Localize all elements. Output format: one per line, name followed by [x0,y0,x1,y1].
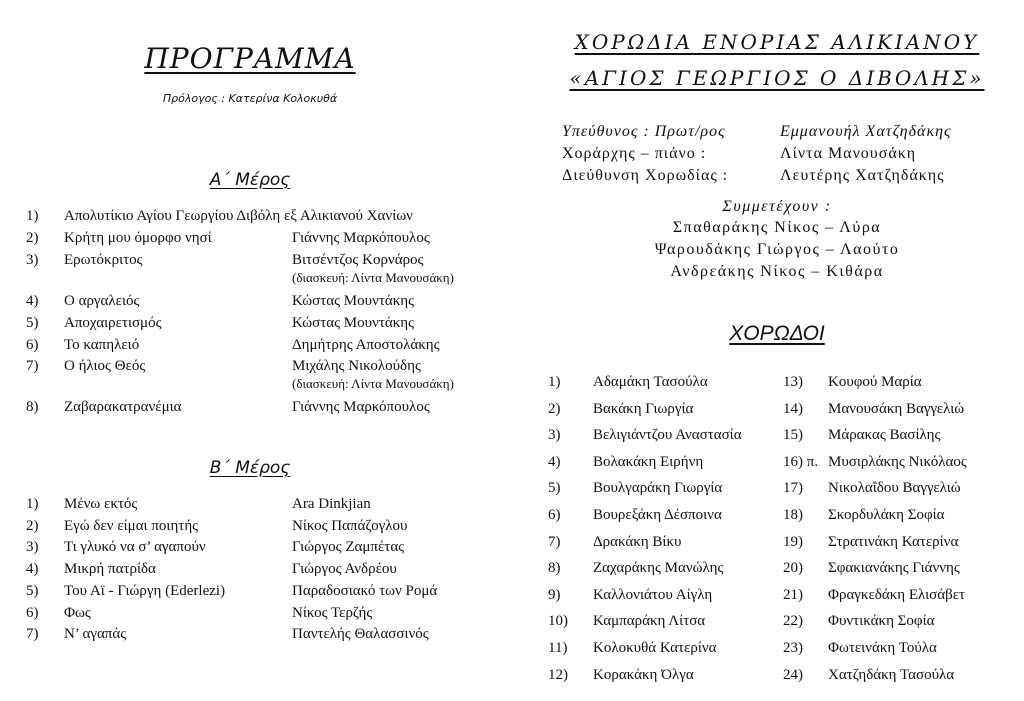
staff-name: Λευτέρης Χατζηδάκης [780,167,945,184]
member-name: Κουφού Μαρία [828,374,922,390]
member-name: Φυντικάκη Σοφία [828,613,935,630]
member-name: Νικολαΐδου Βαγγελιώ [828,480,961,497]
member-name: Καλλονιάτου Αίγλη [593,586,713,603]
song-title: Ζαβαρακατρανέμια [64,399,182,415]
choir-title-line2: «ΑΓΙΟΣ ΓΕΩΡΓΙΟΣ Ο ΔΙΒΟΛΗΣ» [569,66,985,90]
song-title: Ερωτόκριτος [64,252,143,268]
item-number: 7) [26,626,39,643]
member-number: 7) [548,533,561,550]
composer: Παντελής Θαλασσινός [292,626,429,643]
composer: Γιάννης Μαρκόπουλος [292,399,430,415]
composer: Νίκος Παπάζογλου [292,517,408,534]
member-name: Σφακιανάκης Γιάννης [828,560,960,577]
song-title: Εγώ δεν είμαι ποιητής [64,517,199,534]
item-number: 6) [26,604,39,621]
composer: Ara Dinkjian [292,496,371,512]
member-name: Βουλγαράκη Γιωργία [593,480,723,497]
member-number: 17) [783,480,803,497]
item-number: 1) [26,208,39,224]
item-number: 7) [26,358,39,374]
member-name: Κολοκυθά Κατερίνα [593,640,717,656]
arrangement-note: (διασκευή: Λίντα Μανουσάκη) [292,270,454,285]
member-number: 24) [783,666,803,683]
member-name: Βακάκη Γιωργία [593,400,694,417]
composer: Κώστας Μουντάκης [292,315,415,331]
song-title: Μένω εκτός [64,496,138,512]
program-title: ΠΡΟΓΡΑΜΜΑ [144,42,356,75]
composer: Νίκος Τερζής [292,604,373,621]
composer: Βιτσέντζος Κορνάρος [292,252,424,268]
staff-role: Διεύθυνση Χορωδίας : [562,167,729,184]
item-number: 3) [26,539,39,556]
member-number: 2) [548,400,561,417]
member-number: 3) [548,427,561,444]
member-number: 21) [783,586,803,603]
item-number: 2) [26,230,39,246]
song-title: Μικρή πατρίδα [64,561,156,578]
prologue: Πρόλογος : Κατερίνα Κολοκυθά [162,92,338,105]
staff-role: Χοράρχης – πιάνο : [562,145,707,162]
member-name: Καμπαράκη Λίτσα [593,613,706,630]
song-title: Φως [64,604,91,621]
member-number: 6) [548,507,561,523]
member-name: Αδαμάκη Τασούλα [593,374,708,390]
member-name: Δρακάκη Βίκυ [593,533,682,550]
member-number: 16) π. [783,453,819,470]
composer: Κώστας Μουντάκης [292,293,415,309]
composer: Μιχάλης Νικολούδης [292,358,421,374]
composer: Παραδοσιακό των Ρομά [292,582,438,599]
member-number: 23) [783,640,803,656]
member-number: 22) [783,613,803,630]
member-name: Βολακάκη Ειρήνη [593,453,704,470]
member-name: Μανουσάκη Βαγγελιώ [828,400,965,417]
choir-members-heading: ΧΟΡΩΔΟΙ [729,322,825,345]
song-title: Τι γλυκό να σ’ αγαπούν [64,539,206,556]
member-number: 1) [548,374,561,390]
member-name: Κορακάκη Όλγα [593,666,694,683]
member-name: Στρατινάκη Κατερίνα [828,533,959,550]
item-number: 8) [26,399,39,415]
member-number: 12) [548,666,568,683]
member-number: 10) [548,613,568,630]
arrangement-note: (διασκευή: Λίντα Μανουσάκη) [292,376,454,391]
composer: Γιάννης Μαρκόπουλος [292,230,430,246]
song-title: Ο ήλιος Θεός [64,358,146,374]
item-number: 5) [26,582,39,599]
song-title: Αποχαιρετισμός [64,315,162,331]
staff-name: Εμμανουήλ Χατζηδάκης [780,123,952,140]
staff-name: Λίντα Μανουσάκη [780,145,917,162]
item-number: 5) [26,315,39,331]
choir-title-line1: ΧΟΡΩΔΙΑ ΕΝΟΡΙΑΣ ΑΛΙΚΙΑΝΟΥ [574,30,980,54]
composer: Δημήτρης Αποστολάκης [292,337,440,353]
part-b-heading: Β΄ Μέρος [209,458,291,478]
member-number: 15) [783,427,803,444]
member-number: 11) [548,640,568,656]
song-title: Ο αργαλειός [64,293,140,309]
member-name: Βουρεξάκη Δέσποινα [593,507,722,523]
song-title: Το καπηλειό [64,337,140,353]
composer: Γιώργος Ζαμπέτας [292,539,405,556]
staff-role: Υπεύθυνος : Πρωτ/ρος [562,123,726,140]
member-name: Χατζηδάκη Τασούλα [828,666,955,683]
member-name: Φωτεινάκη Τούλα [828,640,937,656]
item-number: 1) [26,496,39,512]
song-title: Κρήτη μου όμορφο νησί [64,230,212,246]
member-name: Φραγκεδάκη Ελισάβετ [828,586,966,603]
participant: Ανδρεάκης Νίκος – Κιθάρα [670,263,884,280]
member-number: 8) [548,560,561,577]
participant: Ψαρουδάκης Γιώργος – Λαούτο [654,241,900,258]
participant: Σπαθαράκης Νίκος – Λύρα [672,219,882,236]
member-name: Σκορδυλάκη Σοφία [828,507,945,523]
item-number: 4) [26,293,39,309]
member-number: 18) [783,507,803,523]
member-number: 20) [783,560,803,577]
part-a-heading: Α΄ Μέρος [209,170,291,190]
member-number: 9) [548,586,561,603]
item-number: 6) [26,337,39,353]
member-name: Βελιγιάντζου Αναστασία [593,427,742,444]
item-number: 2) [26,517,39,534]
member-number: 5) [548,480,561,497]
member-number: 19) [783,533,803,550]
item-number: 4) [26,561,39,578]
member-name: Μάρακας Βασίλης [828,427,941,444]
member-number: 4) [548,453,561,470]
song-title: Ν’ αγαπάς [64,626,127,643]
song-title: Του Αϊ - Γιώργη (Ederlezi) [64,582,226,599]
item-number: 3) [26,252,39,268]
participants-heading: Συμμετέχουν : [722,198,832,215]
member-number: 13) [783,374,803,390]
member-name: Μυσιρλάκης Νικόλαος [828,453,967,470]
member-number: 14) [783,400,803,417]
song-title: Απολυτίκιο Αγίου Γεωργίου Διβόλη εξ Αλικιανού Χανίων [64,208,413,224]
composer: Γιώργος Ανδρέου [292,561,397,578]
member-name: Ζαχαράκης Μανώλης [593,560,724,577]
